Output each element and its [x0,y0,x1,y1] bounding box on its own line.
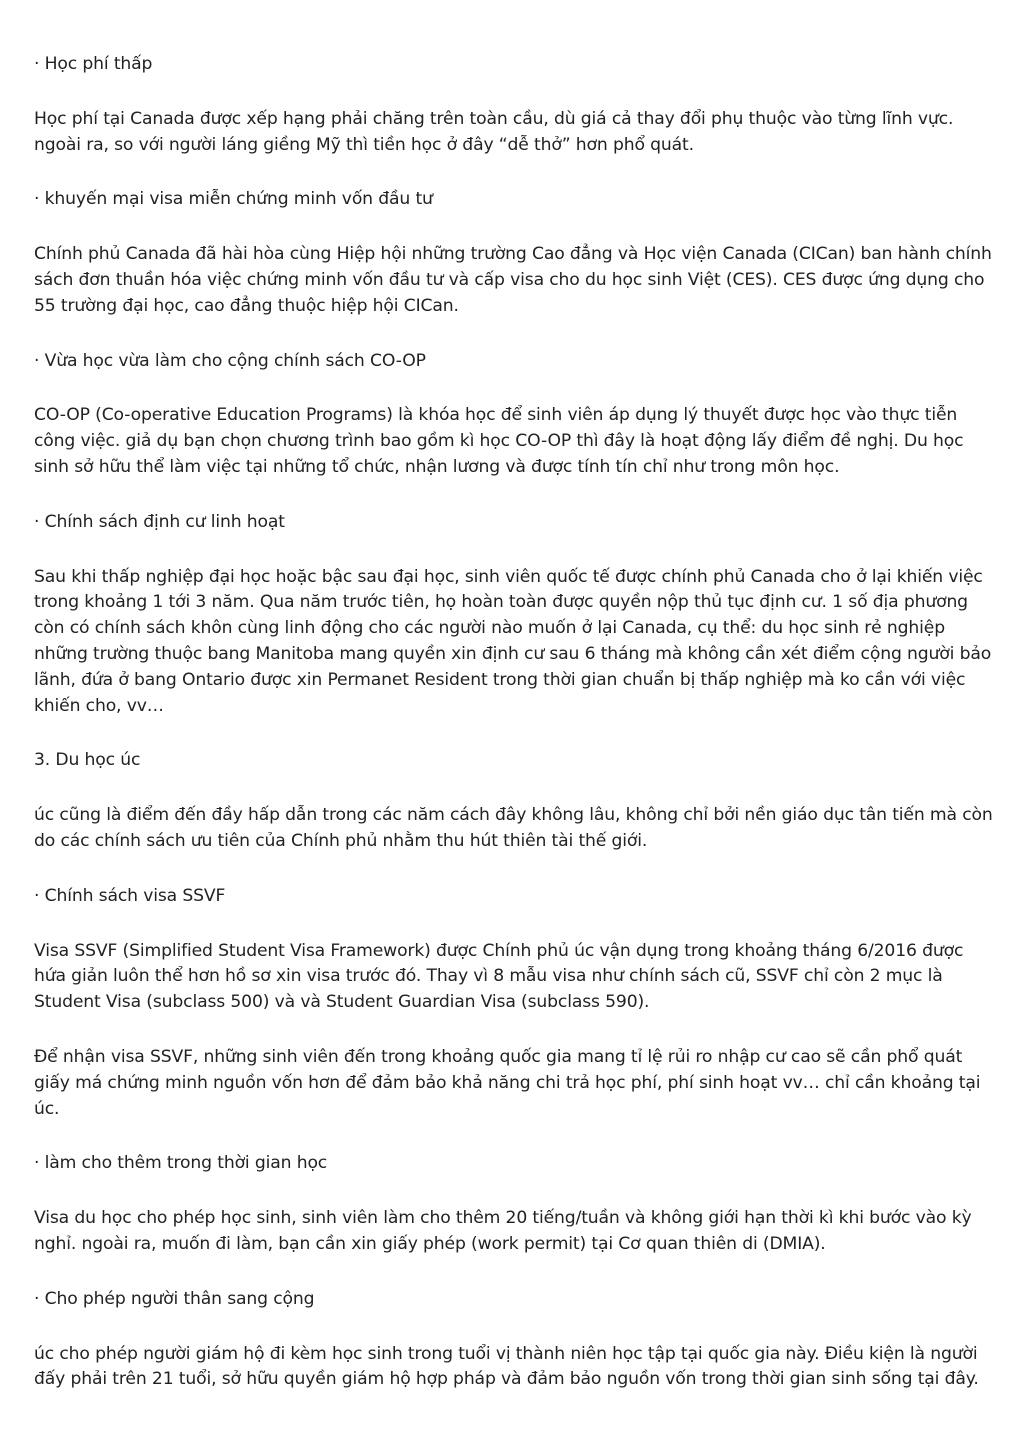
bullet-heading-guardian: · Cho phép người thân sang cộng [34,1288,315,1309]
paragraph-tuition: Học phí tại Canada được xếp hạng phải chăng trên toàn cầu, dù giá cả thay đổi phụ thuộc vào từng lĩnh vực. ngoài ra, so với người láng giềng Mỹ thì tiền học ở đây “dễ thở” hơn phổ quát. [34,108,954,155]
paragraph-australia-intro: úc cũng là điểm đến đầy hấp dẫn trong các năm cách đây không lâu, không chỉ bởi nền giáo dục tân tiến mà còn do các chính sách ưu tiên của Chính phủ nhằm thu hút thiên tài thế giới. [34,805,993,851]
bullet-heading-part-time-work: · làm cho thêm trong thời gian học [34,1153,328,1174]
bullet-heading-ssvf: · Chính sách visa SSVF [34,885,226,906]
paragraph-visa-promotion: Chính phủ Canada đã hài hòa cùng Hiệp hội những trường Cao đẳng và Học viện Canada (CICan) ban hành chính sách đơn thuần hóa việc chứng minh vốn đầu tư và cấp visa cho du học sinh Việt (CES). CES được ứng dụng cho 55 trường đại học, cao đẳng thuộc hiệp hội CICan. [34,244,992,316]
section-heading-australia: 3. Du học úc [34,750,141,771]
paragraph-ssvf: Visa SSVF (Simplified Student Visa Framework) được Chính phủ úc vận dụng trong khoảng tháng 6/2016 được hứa giản luôn thể hơn hồ sơ xin visa trước đó. Thay vì 8 mẫu visa như chính sách cũ, SSVF chỉ còn 2 mục là Student Visa (subclass 500) và và Student Guardian Visa (subclass 590). [34,940,964,1013]
paragraph-guardian: úc cho phép người giám hộ đi kèm học sinh trong tuổi vị thành niên học tập tại quốc gia này. Điều kiện là người đấy phải trên 21 tuổi, sở hữu quyền giám hộ hợp pháp và đảm bảo nguồn vốn trong thời gian sinh sống tại đây. [34,1343,979,1390]
bullet-heading-immigration: · Chính sách định cư linh hoạt [34,511,285,532]
paragraph-ssvf-requirements: Để nhận visa SSVF, những sinh viên đến trong khoảng quốc gia mang tỉ lệ rủi ro nhập cư cao sẽ cần phổ quát giấy má chứng minh nguồn vốn hơn để đảm bảo khả năng chi trả học phí, phí sinh hoạt vv… chỉ cần khoảng tại úc. [34,1046,981,1119]
bullet-heading-coop: · Vừa học vừa làm cho cộng chính sách CO-OP [34,350,426,371]
paragraph-part-time-work: Visa du học cho phép học sinh, sinh viên làm cho thêm 20 tiếng/tuần và không giới hạn thời kì khi bước vào kỳ nghỉ. ngoài ra, muốn đi làm, bạn cần xin giấy phép (work permit) tại Cơ quan thiên di (DMIA). [34,1208,972,1254]
paragraph-coop: CO-OP (Co-operative Education Programs) là khóa học để sinh viên áp dụng lý thuyết được học vào thực tiễn công việc. giả dụ bạn chọn chương trình bao gồm kì học CO-OP thì đây là hoạt động lấy điểm đề nghị. Du học sinh sở hữu thể làm việc tại những tổ chức, nhận lương và được tính tín chỉ như trong môn học. [34,405,964,477]
document-body [34,52,994,1422]
bullet-heading-visa-promotion: · khuyến mại visa miễn chứng minh vốn đầu tư [34,189,433,210]
bullet-heading-tuition: · Học phí thấp [34,54,153,74]
paragraph-immigration: Sau khi thấp nghiệp đại học hoặc bậc sau đại học, sinh viên quốc tế được chính phủ Canada cho ở lại khiến việc trong khoảng 1 tới 3 năm. Qua năm trước tiên, họ hoàn toàn được quyền nộp thủ tục định cư. 1 số địa phương còn có chính sách khôn cùng linh động cho các người nào muốn ở lại Canada, cụ thể: du học sinh rẻ nghiệp những trường thuộc bang Manitoba mang quyền xin định cư sau 6 tháng mà không cần xét điểm cộng người bảo lãnh, đứa ở bang Ontario được xin Permanet Resident trong thời gian chuẩn bị thấp nghiệp mà ko cần với việc khiến cho, vv… [34,566,992,716]
